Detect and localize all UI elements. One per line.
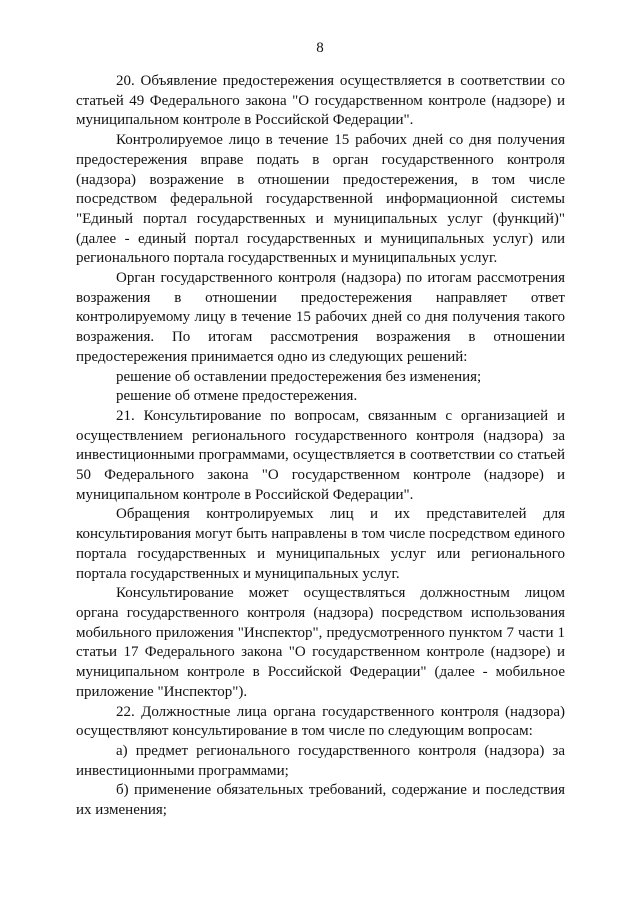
page-number: 8 (316, 40, 324, 56)
paragraph-21: 21. Консультирование по вопросам, связанным с организацией и осуществлением регионального государственного контроля (надзора) за инвестиционными программами, осуществляется в соответствии со статьей 50 Федерального закона "О государственном контроле (надзоре) и муниципальном контроле в Российской Федерации". (76, 407, 565, 503)
paragraph-20: 20. Объявление предостережения осуществляется в соответствии со статьей 49 Федерального закона "О государственном контроле (надзоре) и муниципальном контроле в Российской Федерации". (76, 73, 565, 129)
paragraph-objection: Контролируемое лицо в течение 15 рабочих дней со дня получения предостережения вправе подать в орган государственного контроля (надзора) возражение в отношении предостережения, в том числе посредством федеральной государственной информационной системы "Единый портал государственных и муниципальных услуг (функций)" (далее - единый портал государственных и муниципальных услуг) или регионального портала государственных и муниципальных услуг. (76, 132, 565, 267)
paragraph-objection-review: Орган государственного контроля (надзора) по итогам рассмотрения возражения в отношении предостережения направляет ответ контролируемому лицу в течение 15 рабочих дней со дня получения такого возражения. По итогам рассмотрения возражения в отношении предостережения принимается одно из следующих решений: (76, 270, 565, 365)
paragraph-22: 22. Должностные лица органа государственного контроля (надзора) осуществляют консультирование в том числе по следующим вопросам: (76, 703, 565, 740)
paragraph-item-a: а) предмет регионального государственного контроля (надзора) за инвестиционными программами; (76, 742, 565, 779)
document-body (76, 72, 565, 821)
paragraph-decision-cancel: решение об отмене предостережения. (116, 388, 358, 405)
paragraph-item-b: б) применение обязательных требований, содержание и последствия их изменения; (76, 782, 565, 819)
paragraph-mobile-app: Консультирование может осуществляться должностным лицом органа государственного контроля (надзора) посредством использования мобильного приложения "Инспектор", предусмотренного пунктом 7 части 1 статьи 17 Федерального закона "О государственном контроле (надзоре) и муниципальном контроле в Российской Федерации" (далее - мобильное приложение "Инспектор"). (76, 585, 565, 700)
paragraph-decision-keep: решение об оставлении предостережения без изменения; (116, 368, 482, 385)
paragraph-appeals: Обращения контролируемых лиц и их представителей для консультирования могут быть направлены в том числе посредством единого портала государственных и муниципальных услуг или регионального портала государственных и муниципальных услуг. (76, 506, 565, 582)
